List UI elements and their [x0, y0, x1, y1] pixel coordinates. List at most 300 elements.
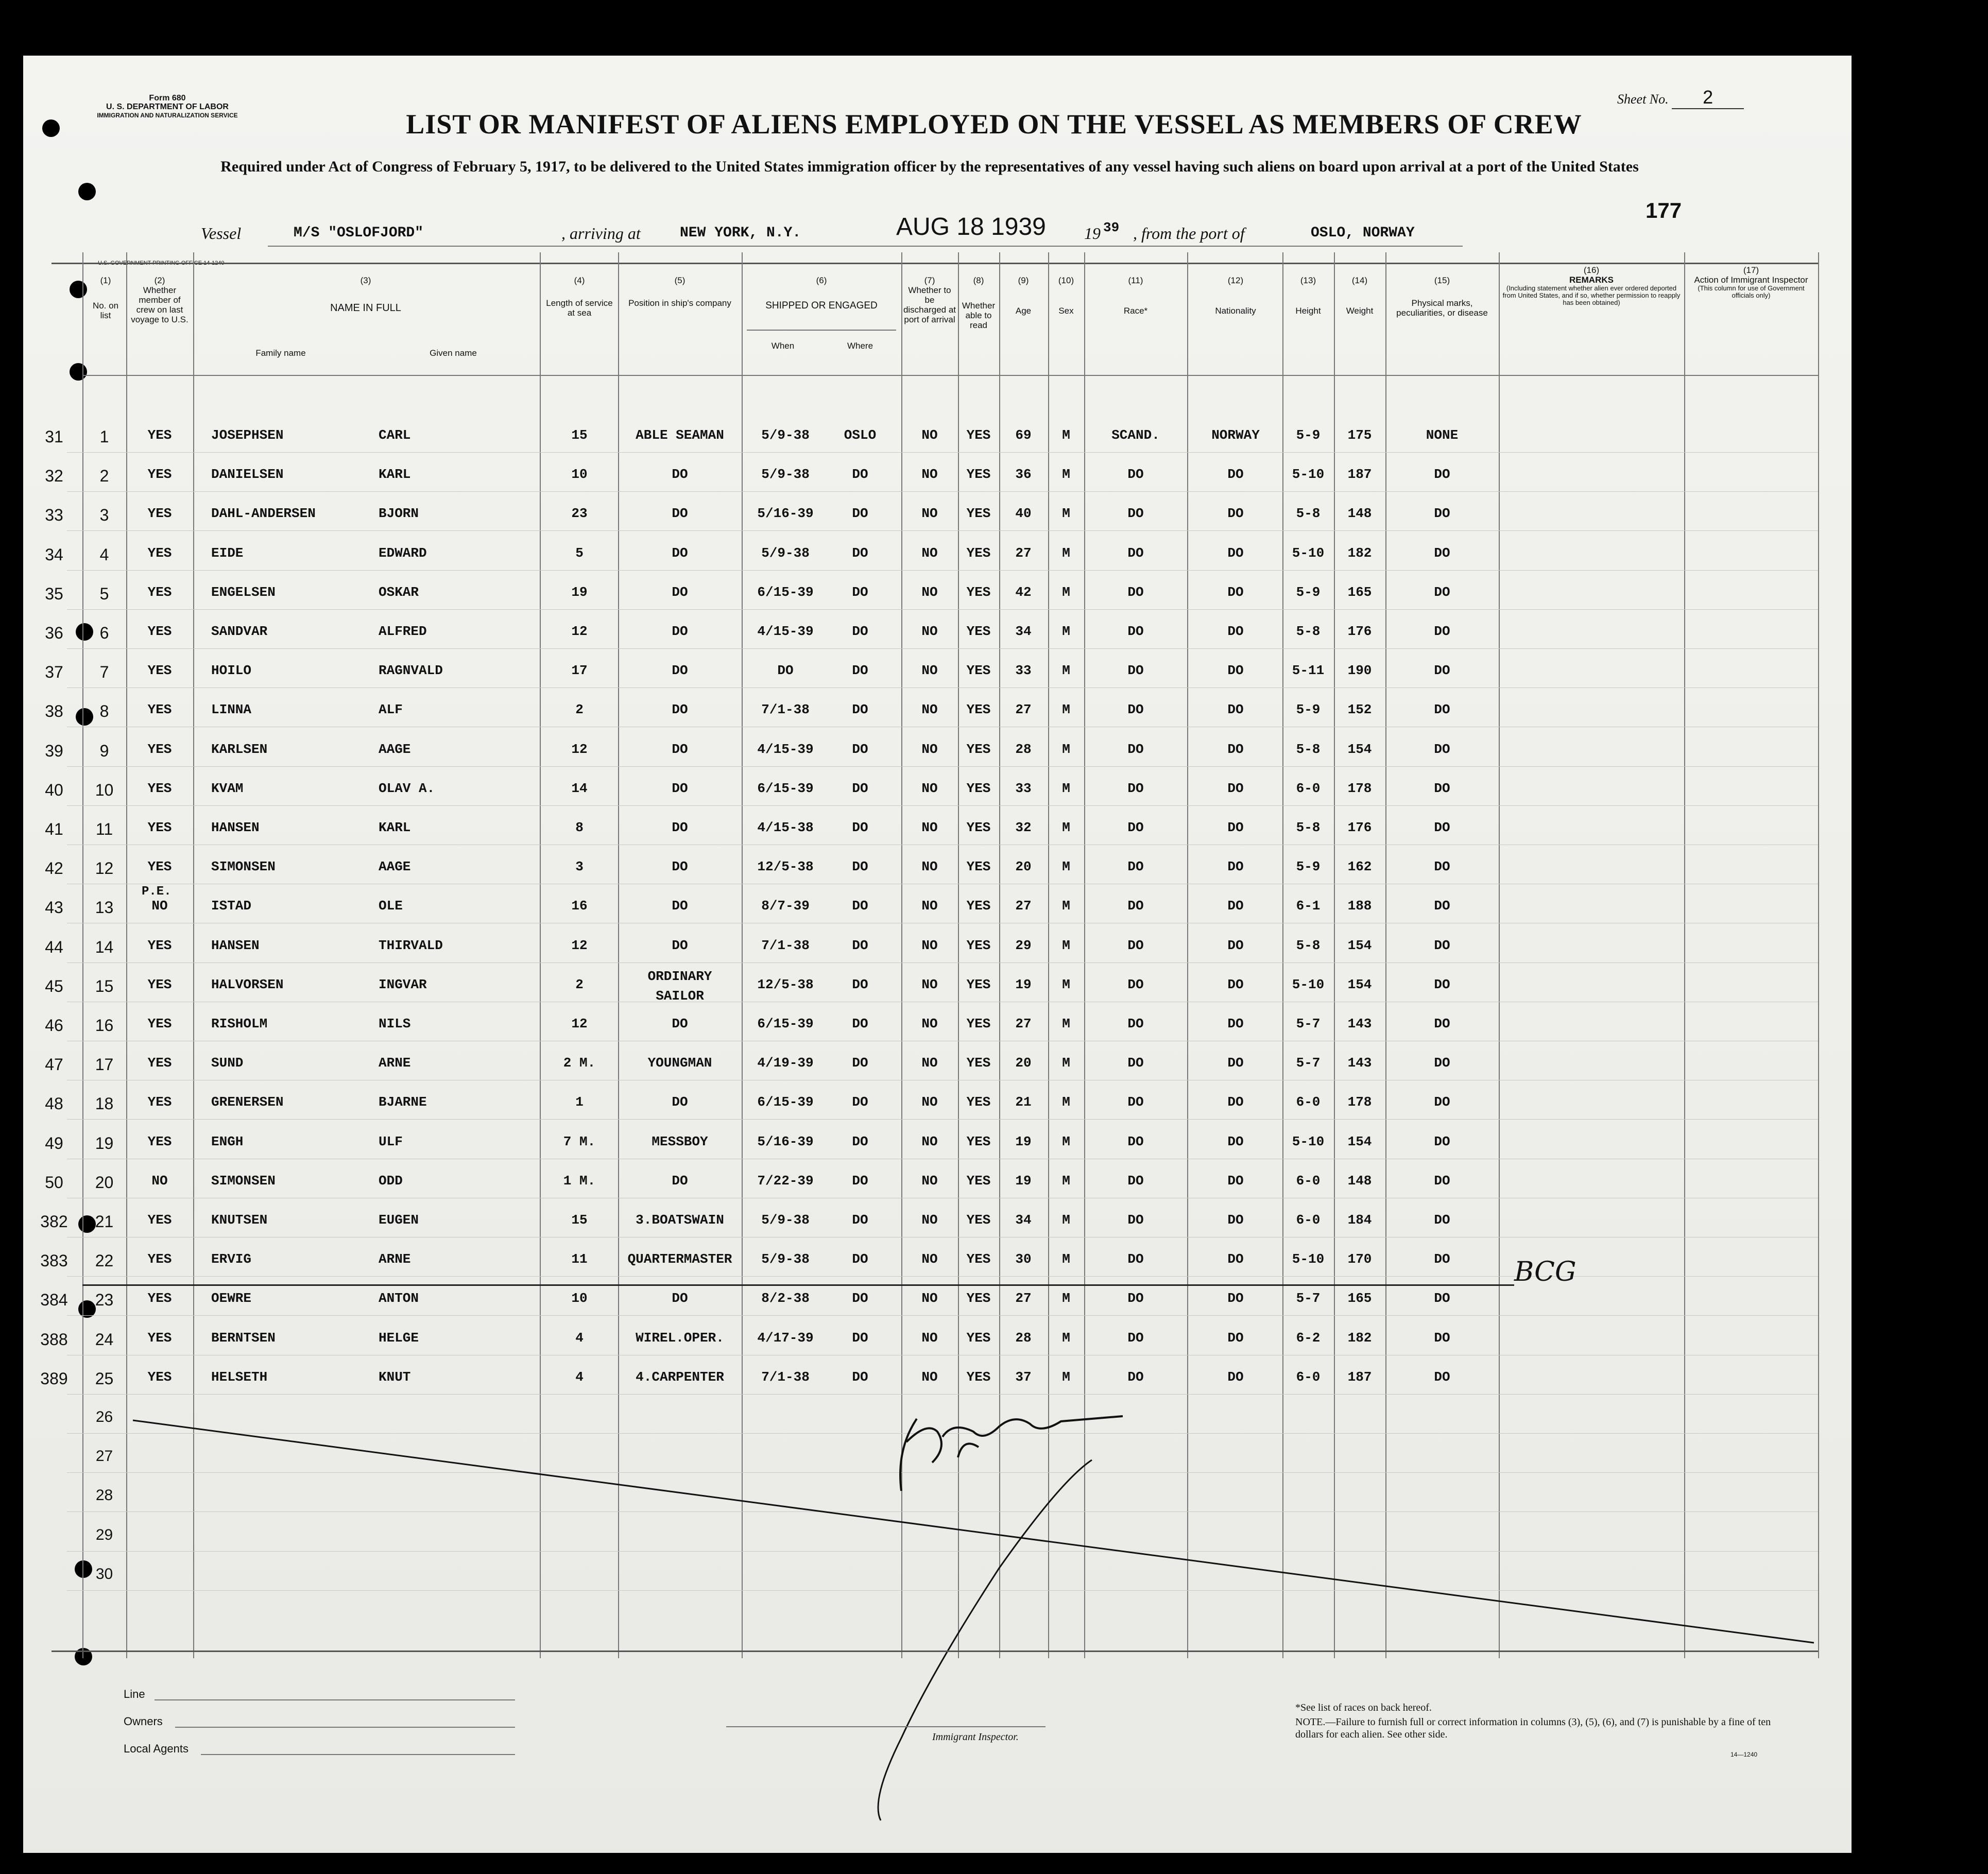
- cell-read: YES: [966, 663, 991, 679]
- sheet-value: 2: [1672, 87, 1744, 109]
- cell-sex: M: [1062, 663, 1070, 679]
- cell-height: 5-8: [1296, 741, 1321, 757]
- cell-race: SCAND.: [1111, 427, 1160, 443]
- cell-given: OSKAR: [379, 584, 419, 600]
- cell-margin: 38: [45, 702, 63, 721]
- cell-read: YES: [966, 859, 991, 875]
- line-field[interactable]: [155, 1699, 515, 1700]
- cell-sex: M: [1062, 1369, 1070, 1385]
- cell-position: DO: [672, 820, 688, 835]
- remarks-initials: BCG: [1514, 1257, 1576, 1287]
- cell-family: HANSEN: [211, 937, 260, 953]
- cell-family: KNUTSEN: [211, 1212, 268, 1228]
- cell-no: 7: [99, 663, 109, 682]
- cell-no: 14: [95, 937, 114, 956]
- empty-row-number: 28: [95, 1487, 113, 1504]
- cell-sex: M: [1062, 1330, 1070, 1346]
- cell-nationality: DO: [1227, 545, 1244, 561]
- col-header-sex: (10) Sex: [1058, 276, 1074, 316]
- cell-position: MESSBOY: [652, 1133, 708, 1149]
- cell-when: 4/15-38: [757, 820, 814, 835]
- cell-member: NO: [151, 898, 168, 914]
- cell-position: 3.BOATSWAIN: [636, 1212, 724, 1228]
- cell-member: YES: [147, 467, 172, 483]
- cell-read: YES: [966, 702, 991, 718]
- cell-member: NO: [151, 1173, 168, 1189]
- cell-member: YES: [147, 741, 172, 757]
- cell-discharge: NO: [921, 976, 938, 992]
- cell-race: DO: [1127, 1330, 1144, 1346]
- cell-service: 4: [575, 1369, 584, 1385]
- cell-no: 4: [99, 545, 109, 564]
- cell-when: 7/1-38: [761, 937, 810, 953]
- cell-discharge: NO: [921, 898, 938, 914]
- cell-given: BJARNE: [379, 1094, 427, 1110]
- cell-race: DO: [1127, 1133, 1144, 1149]
- cell-age: 20: [1015, 859, 1032, 875]
- cell-height: 6-0: [1296, 1173, 1321, 1189]
- cell-margin: 39: [45, 741, 63, 760]
- cell-sex: M: [1062, 1212, 1070, 1228]
- cell-where: DO: [852, 506, 868, 522]
- cell-weight: 184: [1347, 1212, 1372, 1228]
- year-prefix: 19: [1084, 224, 1101, 243]
- cell-discharge: NO: [921, 624, 938, 639]
- owners-field[interactable]: [175, 1727, 515, 1728]
- cell-no: 6: [99, 624, 109, 642]
- cell-no: 5: [99, 584, 109, 603]
- handwritten-signature: [900, 1416, 1123, 1491]
- cell-nationality: DO: [1227, 859, 1244, 875]
- cell-read: YES: [966, 1369, 991, 1385]
- cell-weight: 170: [1347, 1251, 1372, 1267]
- cell-given: ALFRED: [379, 624, 427, 639]
- cell-discharge: NO: [921, 937, 938, 953]
- cell-nationality: DO: [1227, 1055, 1244, 1071]
- cell-height: 5-10: [1292, 467, 1325, 483]
- cell-service: 19: [571, 584, 588, 600]
- cell-service: 12: [571, 624, 588, 639]
- cell-margin: 389: [40, 1369, 68, 1388]
- cell-sex: M: [1062, 624, 1070, 639]
- cell-sex: M: [1062, 820, 1070, 835]
- cell-member: YES: [147, 702, 172, 718]
- department-name: U. S. DEPARTMENT OF LABOR: [106, 102, 229, 111]
- cell-race: DO: [1127, 584, 1144, 600]
- col-header-weight: (14) Weight: [1346, 276, 1374, 316]
- cell-margin: 32: [45, 467, 63, 486]
- cell-margin: 33: [45, 506, 63, 525]
- cell-margin: 48: [45, 1094, 63, 1113]
- cell-given: KARL: [379, 820, 411, 835]
- cell-no: 2: [99, 467, 109, 486]
- cell-position: DO: [672, 545, 688, 561]
- cell-sex: M: [1062, 427, 1070, 443]
- service-name: IMMIGRATION AND NATURALIZATION SERVICE: [97, 112, 238, 119]
- cell-height: 5-8: [1296, 506, 1321, 522]
- cell-position: DO: [672, 624, 688, 639]
- cell-service: 4: [575, 1330, 584, 1346]
- cell-member: YES: [147, 1055, 172, 1071]
- cell-read: YES: [966, 1251, 991, 1267]
- cell-discharge: NO: [921, 1291, 938, 1306]
- cell-sex: M: [1062, 741, 1070, 757]
- cell-position: YOUNGMAN: [647, 1055, 712, 1071]
- cell-position: DO: [672, 741, 688, 757]
- cell-discharge: NO: [921, 506, 938, 522]
- cell-where: OSLO: [844, 427, 877, 443]
- cell-weight: 187: [1347, 467, 1372, 483]
- cell-marks: DO: [1434, 1251, 1450, 1267]
- cell-when: 8/7-39: [761, 898, 810, 914]
- cell-family: JOSEPHSEN: [211, 427, 284, 443]
- cell-read: YES: [966, 1330, 991, 1346]
- empty-row-number: 26: [95, 1408, 113, 1425]
- cell-nationality: DO: [1227, 1369, 1244, 1385]
- cell-when: 12/5-38: [757, 859, 814, 875]
- cell-when: 5/16-39: [757, 1133, 814, 1149]
- cell-given: CARL: [379, 427, 411, 443]
- cell-read: YES: [966, 976, 991, 992]
- cell-race: DO: [1127, 624, 1144, 639]
- cell-nationality: DO: [1227, 702, 1244, 718]
- cell-service: 23: [571, 506, 588, 522]
- cell-no: 1: [99, 427, 109, 446]
- cell-position: DO: [672, 780, 688, 796]
- cell-discharge: NO: [921, 1212, 938, 1228]
- cell-family: SANDVAR: [211, 624, 268, 639]
- cell-where: DO: [852, 1055, 868, 1071]
- cell-when: 6/15-39: [757, 1016, 814, 1031]
- cell-no: 13: [95, 898, 114, 917]
- cell-when: 6/15-39: [757, 584, 814, 600]
- cell-member: YES: [147, 859, 172, 875]
- cell-given: AAGE: [379, 741, 411, 757]
- cell-marks: DO: [1434, 859, 1450, 875]
- cell-given: ANTON: [379, 1291, 419, 1306]
- cell-position: DO: [672, 1094, 688, 1110]
- races-note: *See list of races on back hereof.: [1295, 1702, 1432, 1713]
- cell-family: HELSETH: [211, 1369, 268, 1385]
- cell-race: DO: [1127, 820, 1144, 835]
- cell-service: 2 M.: [563, 1055, 596, 1071]
- cell-where: DO: [852, 545, 868, 561]
- cell-sex: M: [1062, 937, 1070, 953]
- cell-member: YES: [147, 506, 172, 522]
- line-label: Line: [124, 1688, 145, 1700]
- empty-row-number: 27: [95, 1448, 113, 1465]
- cell-weight: 178: [1347, 780, 1372, 796]
- cell-member: YES: [147, 624, 172, 639]
- cell-read: YES: [966, 898, 991, 914]
- cell-position: DO: [672, 1016, 688, 1031]
- cell-weight: 148: [1347, 506, 1372, 522]
- cell-nationality: DO: [1227, 780, 1244, 796]
- cell-race: DO: [1127, 1369, 1144, 1385]
- cell-no: 15: [95, 976, 114, 995]
- cell-when: 5/9-38: [761, 545, 810, 561]
- cell-height: 5-11: [1292, 663, 1325, 679]
- cell-service: 14: [571, 780, 588, 796]
- cell-when: 5/9-38: [761, 1251, 810, 1267]
- cell-height: 6-0: [1296, 780, 1321, 796]
- cell-family: HOILO: [211, 663, 252, 679]
- cell-position: ABLE SEAMAN: [636, 427, 724, 443]
- cell-discharge: NO: [921, 427, 938, 443]
- cell-marks: NONE: [1426, 427, 1459, 443]
- cell-race: DO: [1127, 1016, 1144, 1031]
- cell-race: DO: [1127, 1212, 1144, 1228]
- cell-no: 25: [95, 1369, 114, 1388]
- cell-age: 21: [1015, 1094, 1032, 1110]
- port-label: , from the port of: [1133, 224, 1245, 243]
- empty-row-number: 29: [95, 1526, 113, 1543]
- cell-sex: M: [1062, 467, 1070, 483]
- cell-race: DO: [1127, 898, 1144, 914]
- cell-family: SIMONSEN: [211, 859, 276, 875]
- cell-member: YES: [147, 1330, 172, 1346]
- sheet-label: Sheet No.: [1617, 92, 1669, 107]
- cell-marks: DO: [1434, 1369, 1450, 1385]
- cell-height: 5-8: [1296, 937, 1321, 953]
- cell-sex: M: [1062, 1094, 1070, 1110]
- cell-age: 19: [1015, 976, 1032, 992]
- cell-age: 40: [1015, 506, 1032, 522]
- cell-nationality: DO: [1227, 663, 1244, 679]
- col-header-family: Family name: [255, 348, 306, 358]
- cell-where: DO: [852, 467, 868, 483]
- cell-marks: DO: [1434, 937, 1450, 953]
- cell-position: DO: [672, 859, 688, 875]
- cell-height: 6-0: [1296, 1212, 1321, 1228]
- cell-marks: DO: [1434, 820, 1450, 835]
- cell-sex: M: [1062, 1251, 1070, 1267]
- cell-family: DANIELSEN: [211, 467, 284, 483]
- cell-no: 21: [95, 1212, 114, 1231]
- cell-marks: DO: [1434, 1016, 1450, 1031]
- cell-discharge: NO: [921, 859, 938, 875]
- cell-nationality: DO: [1227, 976, 1244, 992]
- cell-age: 32: [1015, 820, 1032, 835]
- cell-family: SUND: [211, 1055, 244, 1071]
- cell-race: DO: [1127, 663, 1144, 679]
- cell-read: YES: [966, 506, 991, 522]
- cell-nationality: DO: [1227, 1133, 1244, 1149]
- cell-age: 27: [1015, 545, 1032, 561]
- cell-member: YES: [147, 427, 172, 443]
- date-stamp: AUG 18 1939: [896, 213, 1046, 240]
- cell-member: YES: [147, 1212, 172, 1228]
- cell-when: 5/9-38: [761, 1212, 810, 1228]
- cell-where: DO: [852, 663, 868, 679]
- cell-where: DO: [852, 976, 868, 992]
- cell-read: YES: [966, 1212, 991, 1228]
- cell-weight: 178: [1347, 1094, 1372, 1110]
- cell-member: YES: [147, 1133, 172, 1149]
- cell-margin: 49: [45, 1133, 63, 1153]
- cell-age: 37: [1015, 1369, 1032, 1385]
- col-header-position: (5) Position in ship's company: [628, 276, 731, 308]
- cell-age: 34: [1015, 624, 1032, 639]
- cell-read: YES: [966, 937, 991, 953]
- cell-no: 24: [95, 1330, 114, 1349]
- cell-height: 6-1: [1296, 898, 1321, 914]
- cell-height: 5-9: [1296, 702, 1321, 718]
- cell-where: DO: [852, 1330, 868, 1346]
- cell-weight: 162: [1347, 859, 1372, 875]
- cell-nationality: DO: [1227, 1291, 1244, 1306]
- cell-age: 34: [1015, 1212, 1032, 1228]
- cell-service: 2: [575, 976, 584, 992]
- cell-weight: 152: [1347, 702, 1372, 718]
- cell-read: YES: [966, 780, 991, 796]
- cell-service: 11: [571, 1251, 588, 1267]
- cell-nationality: DO: [1227, 820, 1244, 835]
- col-header-nationality: (12) Nationality: [1215, 276, 1256, 316]
- cell-family: OEWRE: [211, 1291, 252, 1306]
- cell-age: 20: [1015, 1055, 1032, 1071]
- cell-read: YES: [966, 1173, 991, 1189]
- cell-sex: M: [1062, 1055, 1070, 1071]
- cell-where: DO: [852, 1173, 868, 1189]
- cell-weight: 176: [1347, 820, 1372, 835]
- cell-where: DO: [852, 741, 868, 757]
- cell-marks: DO: [1434, 545, 1450, 561]
- signature-flourish: [878, 1460, 1092, 1820]
- col-header-name: (3) NAME IN FULL: [330, 276, 401, 314]
- form-number: Form 680: [149, 94, 186, 102]
- cell-discharge: NO: [921, 1094, 938, 1110]
- cell-member: YES: [147, 584, 172, 600]
- owners-label: Owners: [124, 1715, 163, 1728]
- cell-read: YES: [966, 741, 991, 757]
- cell-race: DO: [1127, 1055, 1144, 1071]
- cell-sex: M: [1062, 702, 1070, 718]
- cell-member: YES: [147, 1251, 172, 1267]
- cell-margin: 382: [40, 1212, 68, 1231]
- cell-family: ENGH: [211, 1133, 244, 1149]
- cell-height: 5-9: [1296, 584, 1321, 600]
- cell-age: 27: [1015, 898, 1032, 914]
- cell-where: DO: [852, 1212, 868, 1228]
- cell-when: 5/9-38: [761, 467, 810, 483]
- col-header-marks: (15) Physical marks, peculiarities, or disease: [1396, 276, 1488, 318]
- cell-position: QUARTERMASTER: [627, 1251, 732, 1267]
- agents-field[interactable]: [201, 1754, 515, 1755]
- cell-nationality: DO: [1227, 584, 1244, 600]
- cell-service: 1 M.: [563, 1173, 596, 1189]
- cell-when: DO: [777, 663, 794, 679]
- cell-no: 10: [95, 780, 114, 799]
- cell-marks: DO: [1434, 1094, 1450, 1110]
- cell-nationality: DO: [1227, 937, 1244, 953]
- cell-given: KNUT: [379, 1369, 411, 1385]
- cell-marks: DO: [1434, 898, 1450, 914]
- cell-race: DO: [1127, 506, 1144, 522]
- cell-given: NILS: [379, 1016, 411, 1031]
- cell-race: DO: [1127, 976, 1144, 992]
- cell-given: KARL: [379, 467, 411, 483]
- cell-margin: 383: [40, 1251, 68, 1270]
- cell-age: 29: [1015, 937, 1032, 953]
- col-header-service: (4) Length of service at sea: [546, 276, 613, 318]
- cell-discharge: NO: [921, 545, 938, 561]
- cell-nationality: DO: [1227, 467, 1244, 483]
- cell-no: 22: [95, 1251, 114, 1270]
- departure-port: OSLO, NORWAY: [1311, 225, 1415, 241]
- year-value: 39: [1103, 220, 1120, 235]
- cell-read: YES: [966, 1016, 991, 1031]
- cell-member: YES: [147, 1291, 172, 1306]
- cell-read: YES: [966, 427, 991, 443]
- cell-service: 8: [575, 820, 584, 835]
- cell-no: 17: [95, 1055, 114, 1074]
- vessel-name: M/S "OSLOFJORD": [294, 225, 424, 241]
- cell-weight: 188: [1347, 898, 1372, 914]
- arriving-port: NEW YORK, N.Y.: [680, 225, 801, 241]
- cell-marks: DO: [1434, 663, 1450, 679]
- cell-read: YES: [966, 1055, 991, 1071]
- page-title: LIST OR MANIFEST OF ALIENS EMPLOYED ON THE VESSEL AS MEMBERS OF CREW: [406, 109, 1582, 140]
- cell-when: 6/15-39: [757, 780, 814, 796]
- cell-nationality: DO: [1227, 506, 1244, 522]
- cell-marks: DO: [1434, 1291, 1450, 1306]
- cell-margin: 37: [45, 663, 63, 682]
- cell-margin: 44: [45, 937, 63, 956]
- page-subtitle: Required under Act of Congress of February 5, 1917, to be delivered to the United States immigration officer by the representatives of any vessel having such aliens on board upon arrival at a port of the United States: [220, 158, 1639, 175]
- cell-when: 4/15-39: [757, 741, 814, 757]
- cell-service: 2: [575, 702, 584, 718]
- cell-where: DO: [852, 1094, 868, 1110]
- cell-height: 5-9: [1296, 427, 1321, 443]
- cell-height: 6-2: [1296, 1330, 1321, 1346]
- cell-position: 4.CARPENTER: [636, 1369, 724, 1385]
- cell-height: 5-10: [1292, 1251, 1325, 1267]
- cell-margin: 34: [45, 545, 63, 564]
- cell-service: 15: [571, 427, 588, 443]
- cell-marks: DO: [1434, 1212, 1450, 1228]
- cell-family: EIDE: [211, 545, 244, 561]
- col-header-race: (11) Race*: [1123, 276, 1148, 316]
- cell-weight: 175: [1347, 427, 1372, 443]
- cell-discharge: NO: [921, 1016, 938, 1031]
- cell-weight: 165: [1347, 1291, 1372, 1306]
- cell-marks: DO: [1434, 584, 1450, 600]
- member-note: P.E.: [142, 885, 172, 899]
- footer-rule: [52, 1651, 1818, 1652]
- agents-label: Local Agents: [124, 1742, 188, 1755]
- cell-family: ERVIG: [211, 1251, 252, 1267]
- cell-age: 69: [1015, 427, 1032, 443]
- cell-height: 5-8: [1296, 624, 1321, 639]
- cell-marks: DO: [1434, 976, 1450, 992]
- col-header-when: When: [771, 341, 795, 351]
- cell-service: 17: [571, 663, 588, 679]
- cell-where: DO: [852, 937, 868, 953]
- cell-discharge: NO: [921, 1330, 938, 1346]
- cell-margin: 388: [40, 1330, 68, 1349]
- cell-age: 19: [1015, 1173, 1032, 1189]
- cell-race: DO: [1127, 702, 1144, 718]
- cell-marks: DO: [1434, 1330, 1450, 1346]
- cell-weight: 148: [1347, 1173, 1372, 1189]
- cell-age: 30: [1015, 1251, 1032, 1267]
- cell-nationality: DO: [1227, 1173, 1244, 1189]
- cell-weight: 182: [1347, 1330, 1372, 1346]
- cell-race: DO: [1127, 937, 1144, 953]
- cell-when: 12/5-38: [757, 976, 814, 992]
- col-header-age: (9) Age: [1015, 276, 1032, 316]
